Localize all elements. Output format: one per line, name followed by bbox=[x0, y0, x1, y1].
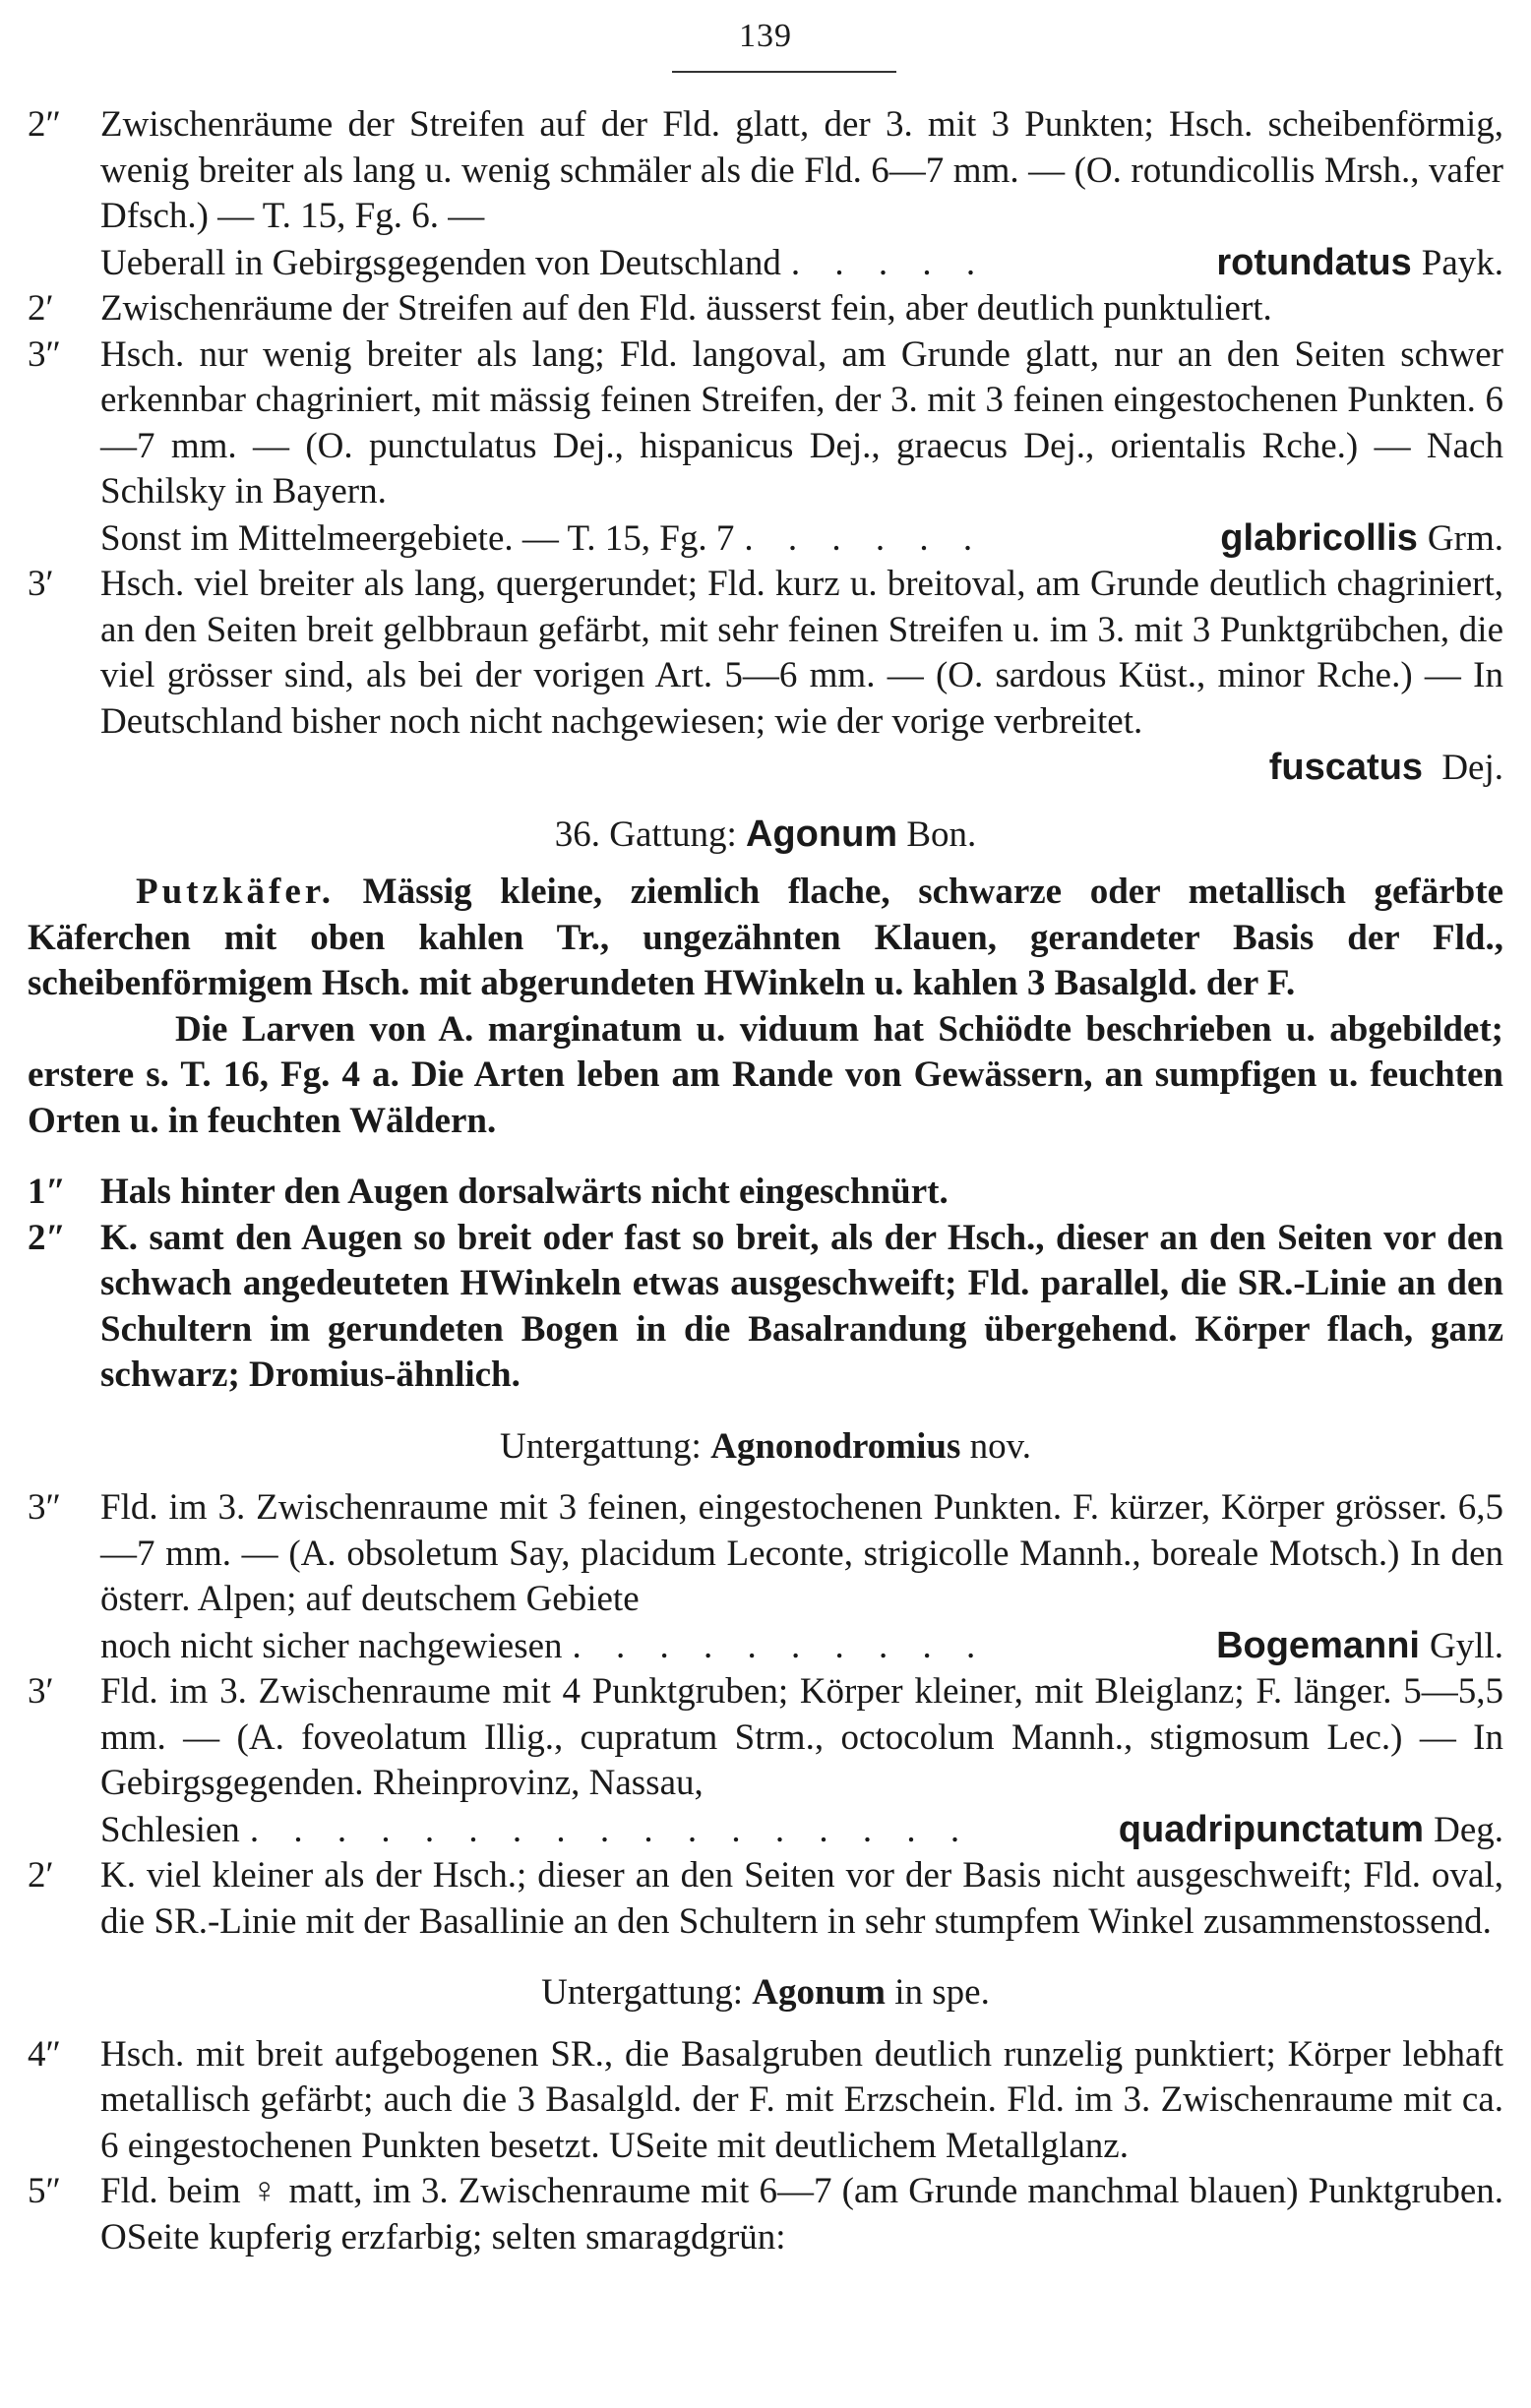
subgenus-suffix: nov. bbox=[969, 1425, 1031, 1467]
genus-description bbox=[28, 870, 1503, 1007]
couplet-number: 3″ bbox=[28, 333, 61, 375]
page-number: 139 bbox=[739, 18, 792, 54]
couplet-number: 3′ bbox=[28, 1671, 54, 1712]
key-entry bbox=[28, 1853, 1503, 1945]
species-author: Payk. bbox=[1421, 242, 1503, 283]
genus-heading bbox=[28, 812, 1503, 859]
species-line bbox=[100, 240, 1503, 287]
species-line bbox=[100, 1623, 1503, 1670]
couplet-number: 2′ bbox=[28, 1855, 54, 1896]
key-entry bbox=[28, 1216, 1503, 1399]
larvae-paragraph: Die Larven von A. marginatum u. viduum hat Schiödte beschrieben u. abgebildet; erstere s. T. 16, Fg. 4 a. Die Arten leben am Rande von Gewässern, an sumpfigen u. feuchten Orten u. in feuchten Wäldern. bbox=[28, 1008, 1503, 1141]
couplet-number: 3″ bbox=[28, 1487, 61, 1528]
entry-text: Fld. im 3. Zwischenraume mit 3 feinen, eingestochenen Punkten. F. kürzer, Körper grösser. 6,5—7 mm. — (A. obsoletum Say, placidum Leconte, strigicolle Mannh., boreale Motsch.) In den österr. Alpen; auf deutschem Gebiete bbox=[100, 1487, 1503, 1619]
species-name: quadripunctatum bbox=[1118, 1808, 1425, 1850]
leader-dots: . . . . . . . . . . . . . . . . . bbox=[249, 1809, 973, 1850]
species-line-text: Schlesien bbox=[100, 1809, 240, 1850]
subgenus-name: Agonum bbox=[752, 1972, 886, 2013]
page-number-rule bbox=[672, 71, 896, 73]
key-entry bbox=[28, 2032, 1503, 2170]
couplet-number: 1″ bbox=[28, 1172, 66, 1212]
genus-description-text: Mässig kleine, ziemlich flache, schwarze oder metallisch gefärbte Käferchen mit oben kahlen Tr., ungezähnten Klauen, gerandeter Basis der Fld., scheibenförmigem Hsch. mit abgerundeten HWinkeln u. kahlen 3 Basalgld. der F. bbox=[28, 872, 1503, 1003]
entry-text: Hsch. nur wenig breiter als lang; Fld. langoval, am Grunde glatt, nur an den Seiten schwer erkennbar chagriniert, mit mässig feinen Streifen, der 3. mit 3 feinen eingestochenen Punkten. 6—7 mm. — (O. punctulatus Dej., hispanicus Dej., graecus Dej., orientalis Rche.) — Nach Schilsky in Bayern. bbox=[100, 333, 1503, 512]
entry-text: Fld. im 3. Zwischenraume mit 4 Punktgruben; Körper kleiner, mit Bleiglanz; F. länger. 5—5,5 mm. — (A. foveolatum Illig., cupratum Strm., octocolum Mannh., stigmosum Lec.) — In Gebirgsgegenden. Rheinprovinz, Nassau, bbox=[100, 1671, 1503, 1803]
key-entry bbox=[28, 1485, 1503, 1669]
leader-dots: . . . . . . . . . . bbox=[572, 1625, 989, 1666]
key-entry bbox=[28, 102, 1503, 286]
entry-text: Hals hinter den Augen dorsalwärts nicht eingeschnürt. bbox=[100, 1172, 949, 1212]
species-line-text: Sonst im Mittelmeergebiete. — T. 15, Fg. 7 bbox=[100, 517, 735, 559]
species-line-text: noch nicht sicher nachgewiesen bbox=[100, 1625, 563, 1666]
entry-text: K. samt den Augen so breit oder fast so breit, als der Hsch., dieser an den Seiten vor den schwach angedeuteten HWinkeln etwas ausgeschweift; Fld. parallel, die SR.-Linie an den Schultern im gerundeten Bogen in die Basalrandung übergehend. Körper flach, ganz schwarz; Dromius-ähnlich. bbox=[100, 1217, 1503, 1395]
subgenus-suffix: in spe. bbox=[894, 1972, 990, 2013]
subgenus-name: Agnonodromius bbox=[710, 1425, 961, 1467]
species-name: glabricollis bbox=[1220, 516, 1418, 559]
species-line bbox=[100, 745, 1503, 792]
key-entry bbox=[28, 286, 1503, 332]
species-author: Grm. bbox=[1427, 517, 1503, 559]
subgenus-heading bbox=[28, 1424, 1503, 1471]
subgenus-prefix: Untergattung: bbox=[500, 1425, 702, 1467]
leader-dots: . . . . . bbox=[790, 242, 989, 283]
entry-text: Fld. beim ♀ matt, im 3. Zwischenraume mit 6—7 (am Grunde manchmal blauen) Punktgruben. OSeite kupferig erzfarbig; selten smaragdgrün: bbox=[100, 2171, 1503, 2258]
couplet-number: 4″ bbox=[28, 2033, 61, 2075]
couplet-number: 2″ bbox=[28, 1217, 66, 1258]
species-name: Bogemanni bbox=[1216, 1624, 1420, 1666]
key-entry bbox=[28, 562, 1503, 792]
species-line-text: Ueberall in Gebirgsgegenden von Deutschland bbox=[100, 242, 781, 283]
species-name: rotundatus bbox=[1216, 241, 1412, 283]
species-author: Gyll. bbox=[1429, 1625, 1503, 1666]
genus-author: Bon. bbox=[906, 813, 977, 855]
common-name: Putzkäfer. bbox=[136, 872, 336, 912]
key-entry bbox=[28, 1170, 1503, 1216]
genus-name: Agonum bbox=[745, 813, 898, 855]
species-author: Deg. bbox=[1434, 1809, 1503, 1850]
species-line bbox=[100, 1807, 1503, 1854]
key-entry bbox=[28, 332, 1503, 563]
species-name: fuscatus bbox=[1268, 747, 1424, 788]
leader-dots: . . . . . . bbox=[744, 517, 986, 559]
key-entry bbox=[28, 1669, 1503, 1853]
species-line bbox=[100, 515, 1503, 563]
entry-text: Hsch. viel breiter als lang, quergerundet; Fld. kurz u. breitoval, am Grunde deutlich chagriniert, an den Seiten breit gelbbraun gefärbt, mit sehr feinen Streifen u. im 3. mit 3 Punktgrübchen, die viel grösser sind, als bei der vorigen Art. 5—6 mm. — (O. sardous Küst., minor Rche.) — In Deutschland bisher noch nicht nachgewiesen; wie der vorige verbreitet. bbox=[100, 564, 1503, 742]
couplet-number: 2′ bbox=[28, 288, 54, 329]
entry-text: Hsch. mit breit aufgebogenen SR., die Basalgruben deutlich runzelig punktiert; Körper lebhaft metallisch gefärbt; auch die 3 Basalgld. der F. mit Erzschein. Fld. im 3. Zwischenraume mit ca. 6 eingestochenen Punkten besetzt. USeite mit deutlichem Metallglanz. bbox=[100, 2033, 1503, 2166]
couplet-number: 3′ bbox=[28, 564, 54, 604]
couplet-number: 5″ bbox=[28, 2171, 61, 2211]
subgenus-prefix: Untergattung: bbox=[541, 1972, 744, 2013]
key-entry bbox=[28, 2169, 1503, 2260]
species-author: Dej. bbox=[1441, 748, 1503, 788]
couplet-number: 2″ bbox=[28, 104, 61, 145]
subgenus-heading bbox=[28, 1970, 1503, 2017]
genus-heading-prefix: 36. Gattung: bbox=[554, 813, 737, 855]
page-body bbox=[28, 102, 1503, 2260]
spacer bbox=[28, 1144, 1503, 1170]
entry-text: Zwischenräume der Streifen auf der Fld. glatt, der 3. mit 3 Punkten; Hsch. scheibenförmig, wenig breiter als lang u. wenig schmäler als die Fld. 6—7 mm. — (O. rotundicollis Mrsh., vafer Dfsch.) — T. 15, Fg. 6. — bbox=[100, 104, 1503, 236]
entry-text: K. viel kleiner als der Hsch.; dieser an den Seiten vor der Basis nicht ausgeschweift; Fld. oval, die SR.-Linie mit der Basallinie an den Schultern in sehr stumpfem Winkel zusammenstossend. bbox=[100, 1855, 1503, 1942]
entry-text: Zwischenräume der Streifen auf den Fld. äusserst fein, aber deutlich punktuliert. bbox=[100, 288, 1272, 329]
